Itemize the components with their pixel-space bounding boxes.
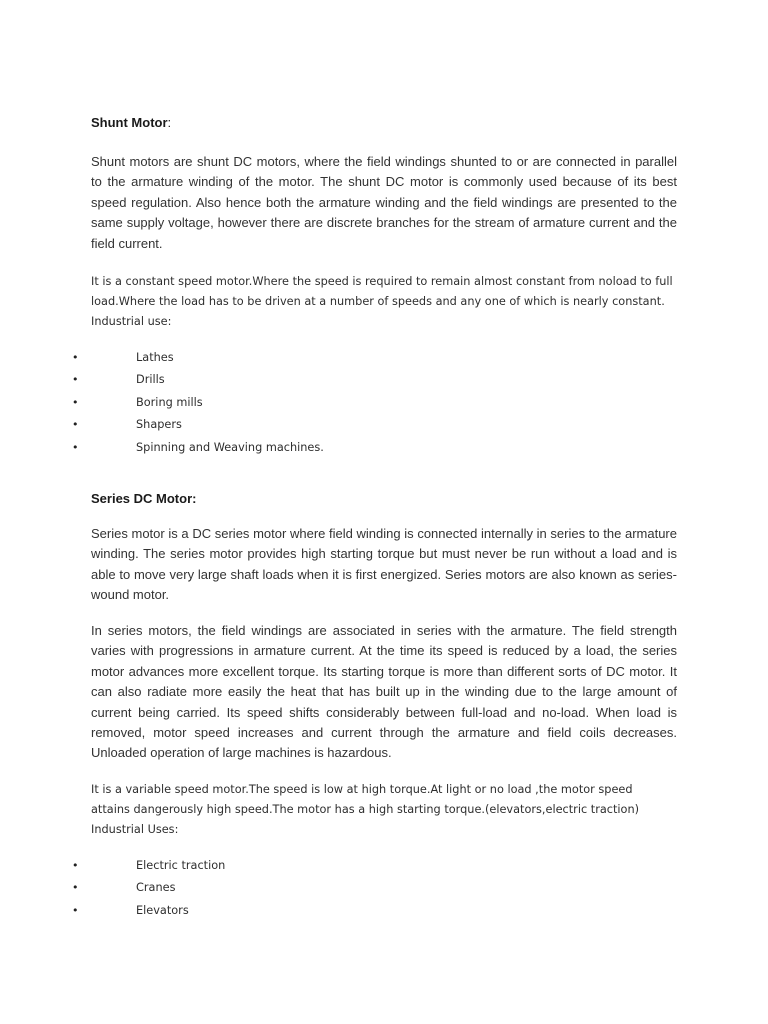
- list-item-label: Elevators: [136, 903, 189, 917]
- series-motor-title: Series DC Motor:: [91, 491, 197, 506]
- bullet-icon: •: [72, 373, 79, 387]
- shunt-motor-paragraph: Shunt motors are shunt DC motors, where the field windings shunted to or are connected in parallel to the armature winding of the motor. The shunt DC motor is commonly used because of its best speed regulation. Also hence both the armature winding and the field windings are presented to the same supply voltage, however there are discrete branches for the stream of armature current and the field current.: [91, 154, 677, 251]
- shunt-note-line-2: load.Where the load has to be driven at a number of speeds and any one of which is nearly constant.: [91, 295, 665, 308]
- series-note-line-2: attains dangerously high speed.The motor has a high starting torque.(elevators,electric traction): [91, 803, 640, 816]
- bullet-icon: •: [72, 351, 79, 364]
- list-item-label: Cranes: [136, 881, 176, 895]
- shunt-motor-note: [91, 272, 691, 332]
- bullet-icon: •: [72, 440, 79, 454]
- series-motor-heading: [91, 491, 196, 506]
- shunt-note-line-3: Industrial use:: [91, 315, 172, 328]
- list-item-label: Drills: [136, 373, 165, 387]
- series-note-line-3: Industrial Uses:: [91, 823, 179, 836]
- series-motor-paragraph-1: Series motor is a DC series motor where field winding is connected internally in series to the armature winding. The series motor provides high starting torque but must never be run without a load and is able to move very large shaft loads when it is first energized. Series motors are also known as series-wound motor.: [91, 526, 677, 603]
- bullet-icon: •: [72, 881, 79, 895]
- series-motor-note: [91, 780, 691, 840]
- shunt-motor-colon: :: [167, 115, 172, 130]
- bullet-icon: •: [72, 395, 79, 409]
- series-motor-paragraph-2: In series motors, the field windings are associated in series with the armature. The field strength varies with progressions in armature current. At the time its speed is reduced by a load, the series motor advances more excellent torque. Its starting torque is more than different sorts of DC motor. It can also radiate more easily the heat that has built up in the winding due to the large amount of current being carried. Its speed shifts considerably between full-load and no-load. When load is removed, motor speed increases and current through the armature and field coils decreases. Unloaded operation of large machines is hazardous.: [91, 623, 677, 761]
- list-item-label: Lathes: [136, 351, 174, 364]
- list-item-label: Spinning and Weaving machines.: [136, 440, 324, 454]
- shunt-motor-title: Shunt Motor: [91, 115, 168, 130]
- bullet-icon: •: [72, 418, 79, 432]
- shunt-note-line-1: It is a constant speed motor.Where the speed is required to remain almost constant from noload to full: [91, 275, 673, 288]
- shunt-motor-heading: [91, 115, 171, 130]
- bullet-icon: •: [72, 903, 79, 917]
- list-item-label: Boring mills: [136, 395, 203, 409]
- list-item-label: Shapers: [136, 418, 182, 432]
- list-item-label: Electric traction: [136, 859, 226, 872]
- bullet-icon: •: [72, 859, 79, 872]
- series-note-line-1: It is a variable speed motor.The speed is low at high torque.At light or no load ,the motor speed: [91, 783, 633, 796]
